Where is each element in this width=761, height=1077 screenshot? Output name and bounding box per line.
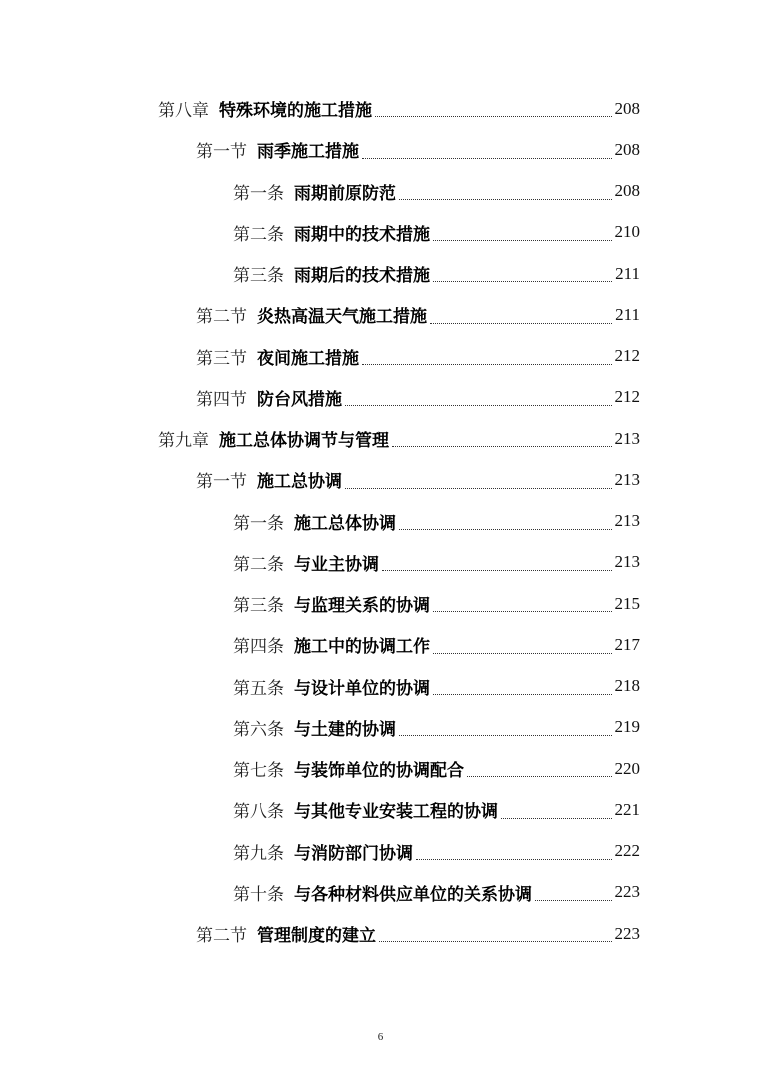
toc-entry-label: 第一条 [233, 513, 284, 534]
toc-entry[interactable] [0, 707, 761, 748]
toc-entry-page: 208 [614, 181, 640, 201]
toc-entry-label: 第九条 [233, 843, 284, 864]
toc-entry[interactable] [0, 501, 761, 542]
toc-entry-title: 防台风措施 [257, 389, 342, 410]
toc-entry-label: 第三条 [233, 596, 284, 617]
toc-entry-label: 第一节 [196, 472, 247, 493]
dot-leader [467, 775, 612, 777]
toc-entry-title: 雨期前原防范 [294, 183, 396, 204]
toc-entry-label: 第十条 [233, 884, 284, 905]
dot-leader [392, 445, 612, 447]
toc-entry-page: 212 [614, 346, 640, 366]
toc-entry-page: 222 [614, 841, 640, 861]
toc-entry[interactable] [0, 789, 761, 830]
toc-entry-page: 211 [615, 263, 640, 283]
dot-leader [430, 322, 612, 324]
toc-entry-page: 212 [614, 387, 640, 407]
dot-leader [433, 280, 612, 282]
toc-entry[interactable] [0, 872, 761, 913]
toc-entry-page: 220 [614, 758, 640, 778]
toc-entry-page: 221 [614, 799, 640, 819]
dot-leader [433, 693, 612, 695]
toc-entry-title: 与其他专业安装工程的协调 [294, 802, 498, 823]
toc-entry[interactable] [0, 831, 761, 872]
toc-entry-page: 213 [614, 469, 640, 489]
toc-entry-title: 施工总协调 [257, 472, 342, 493]
toc-entry[interactable] [0, 913, 761, 954]
toc-entry-label: 第三条 [233, 266, 284, 287]
toc-entry-title: 特殊环境的施工措施 [219, 101, 372, 122]
toc-entry-title: 与土建的协调 [294, 719, 396, 740]
toc-entry[interactable] [0, 542, 761, 583]
toc-entry-label: 第二条 [233, 554, 284, 575]
toc-entry-page: 218 [614, 676, 640, 696]
toc-entry-title: 与装饰单位的协调配合 [294, 761, 464, 782]
toc-entry[interactable] [0, 336, 761, 377]
toc-entry[interactable] [0, 377, 761, 418]
toc-entry-label: 第九章 [158, 431, 209, 452]
dot-leader [379, 940, 612, 942]
toc-entry-label: 第二节 [196, 926, 247, 947]
page-number: 6 [377, 1031, 384, 1043]
toc-entry-label: 第八章 [158, 101, 209, 122]
toc-entry-title: 施工总体协调节与管理 [219, 431, 389, 452]
toc-entry-title: 雨期中的技术措施 [294, 224, 430, 245]
toc-entry-label: 第二条 [233, 224, 284, 245]
toc-entry[interactable] [0, 294, 761, 335]
dot-leader [399, 198, 612, 200]
toc-entry[interactable] [0, 418, 761, 459]
toc-entry[interactable] [0, 583, 761, 624]
toc-entry-label: 第六条 [233, 719, 284, 740]
dot-leader [416, 858, 612, 860]
toc-entry[interactable] [0, 253, 761, 294]
toc-entry-label: 第八条 [233, 802, 284, 823]
toc-entry[interactable] [0, 748, 761, 789]
toc-entry-page: 219 [614, 717, 640, 737]
toc-entry-label: 第五条 [233, 678, 284, 699]
toc-entry-title: 雨季施工措施 [257, 142, 359, 163]
toc-entry-title: 施工总体协调 [294, 513, 396, 534]
dot-leader [362, 363, 612, 365]
dot-leader [433, 652, 612, 654]
toc-entry-page: 213 [614, 552, 640, 572]
toc-entry-title: 炎热高温天气施工措施 [257, 307, 427, 328]
toc-entry-page: 223 [614, 882, 640, 902]
toc-entry-title: 施工中的协调工作 [294, 637, 430, 658]
dot-leader [399, 528, 612, 530]
toc-entry-page: 211 [615, 304, 640, 324]
dot-leader [375, 115, 612, 117]
toc-entry-title: 与监理关系的协调 [294, 596, 430, 617]
toc-entry[interactable] [0, 171, 761, 212]
toc-entry-label: 第二节 [196, 307, 247, 328]
toc-entry[interactable] [0, 666, 761, 707]
toc-entry-title: 管理制度的建立 [257, 926, 376, 947]
toc-entry-page: 217 [614, 634, 640, 654]
toc-entry-title: 与设计单位的协调 [294, 678, 430, 699]
toc-entry-label: 第三节 [196, 348, 247, 369]
dot-leader [382, 569, 612, 571]
table-of-contents [0, 88, 761, 954]
toc-entry-label: 第四节 [196, 389, 247, 410]
toc-entry-page: 215 [614, 593, 640, 613]
dot-leader [433, 610, 612, 612]
toc-entry-title: 雨期后的技术措施 [294, 266, 430, 287]
toc-entry-page: 223 [614, 923, 640, 943]
toc-entry-label: 第一条 [233, 183, 284, 204]
toc-entry-title: 夜间施工措施 [257, 348, 359, 369]
toc-entry-title: 与业主协调 [294, 554, 379, 575]
toc-entry-page: 210 [614, 222, 640, 242]
toc-entry-page: 213 [614, 428, 640, 448]
dot-leader [501, 817, 612, 819]
toc-entry[interactable] [0, 212, 761, 253]
toc-entry-page: 208 [614, 139, 640, 159]
toc-entry-page: 208 [614, 98, 640, 118]
toc-entry-title: 与消防部门协调 [294, 843, 413, 864]
toc-entry-page: 213 [614, 511, 640, 531]
toc-entry-title: 与各种材料供应单位的关系协调 [294, 884, 532, 905]
toc-entry-label: 第七条 [233, 761, 284, 782]
dot-leader [535, 899, 612, 901]
dot-leader [399, 734, 612, 736]
toc-entry[interactable] [0, 129, 761, 170]
dot-leader [345, 404, 612, 406]
toc-entry[interactable] [0, 88, 761, 129]
toc-entry[interactable] [0, 459, 761, 500]
dot-leader [433, 239, 612, 241]
toc-entry-label: 第四条 [233, 637, 284, 658]
toc-entry-label: 第一节 [196, 142, 247, 163]
dot-leader [362, 157, 612, 159]
toc-entry[interactable] [0, 624, 761, 665]
dot-leader [345, 487, 612, 489]
